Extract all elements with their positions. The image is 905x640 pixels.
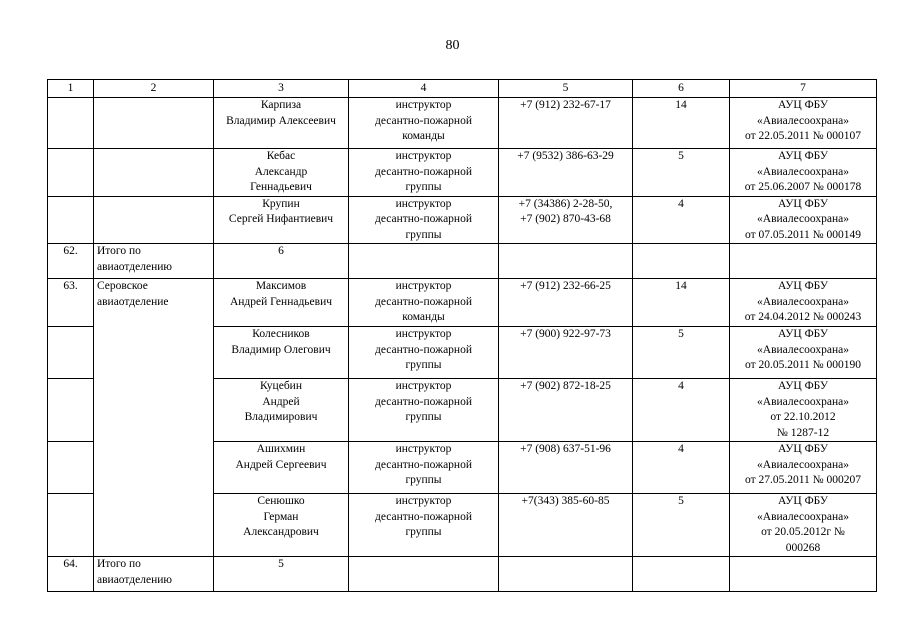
phone-cell: +7 (912) 232-67-17: [499, 98, 633, 149]
empty-cell: [349, 244, 499, 279]
header-cell: 3: [214, 80, 349, 98]
row-number-cell: 63.: [48, 279, 94, 327]
name-cell: Куцебин Андрей Владимирович: [214, 379, 349, 442]
empty-cell: [633, 244, 730, 279]
total-value-cell: 5: [214, 557, 349, 592]
header-cell: 1: [48, 80, 94, 98]
phone-cell: +7 (902) 872-18-25: [499, 379, 633, 442]
total-row: [48, 244, 877, 279]
certificate-cell: АУЦ ФБУ «Авиалесоохрана» от 22.10.2012 № 1287-12: [730, 379, 877, 442]
department-cell: [94, 196, 214, 244]
name-cell: Кебас Александр Геннадьевич: [214, 149, 349, 197]
certificate-cell: АУЦ ФБУ «Авиалесоохрана» от 07.05.2011 № 000149: [730, 196, 877, 244]
certificate-cell: АУЦ ФБУ «Авиалесоохрана» от 27.05.2011 № 000207: [730, 442, 877, 494]
count-cell: 14: [633, 98, 730, 149]
certificate-cell: АУЦ ФБУ «Авиалесоохрана» от 20.05.2011 № 000190: [730, 327, 877, 379]
count-cell: 5: [633, 494, 730, 557]
row-number-cell: [48, 149, 94, 197]
certificate-cell: АУЦ ФБУ «Авиалесоохрана» от 22.05.2011 № 000107: [730, 98, 877, 149]
empty-cell: [633, 557, 730, 592]
count-cell: 5: [633, 327, 730, 379]
table-row: [48, 98, 877, 149]
total-label-cell: Итого по авиаотделению: [94, 557, 214, 592]
empty-cell: [499, 244, 633, 279]
row-number-cell: [48, 442, 94, 494]
count-cell: 4: [633, 379, 730, 442]
row-number-cell: 64.: [48, 557, 94, 592]
phone-cell: +7(343) 385-60-85: [499, 494, 633, 557]
name-cell: Колесников Владимир Олегович: [214, 327, 349, 379]
row-number-cell: 62.: [48, 244, 94, 279]
total-row: [48, 557, 877, 592]
phone-cell: +7 (34386) 2-28-50, +7 (902) 870-43-68: [499, 196, 633, 244]
department-cell: [94, 149, 214, 197]
header-cell: 4: [349, 80, 499, 98]
name-cell: Карпиза Владимир Алексеевич: [214, 98, 349, 149]
phone-cell: +7 (912) 232-66-25: [499, 279, 633, 327]
header-cell: 5: [499, 80, 633, 98]
header-cell: 7: [730, 80, 877, 98]
position-cell: инструктор десантно-пожарной группы: [349, 494, 499, 557]
certificate-cell: АУЦ ФБУ «Авиалесоохрана» от 25.06.2007 № 000178: [730, 149, 877, 197]
name-cell: Крупин Сергей Нифантиевич: [214, 196, 349, 244]
table-row: [48, 279, 877, 327]
position-cell: инструктор десантно-пожарной группы: [349, 196, 499, 244]
row-number-cell: [48, 98, 94, 149]
department-cell: Серовское авиаотделение: [94, 279, 214, 557]
count-cell: 14: [633, 279, 730, 327]
total-value-cell: 6: [214, 244, 349, 279]
page-number: 80: [445, 38, 460, 53]
header-cell: 6: [633, 80, 730, 98]
name-cell: Сенюшко Герман Александрович: [214, 494, 349, 557]
position-cell: инструктор десантно-пожарной команды: [349, 279, 499, 327]
row-number-cell: [48, 327, 94, 379]
table-row: [48, 196, 877, 244]
total-label-cell: Итого по авиаотделению: [94, 244, 214, 279]
header-cell: 2: [94, 80, 214, 98]
position-cell: инструктор десантно-пожарной группы: [349, 379, 499, 442]
row-number-cell: [48, 379, 94, 442]
empty-cell: [730, 244, 877, 279]
header-row: [48, 80, 877, 98]
position-cell: инструктор десантно-пожарной команды: [349, 98, 499, 149]
phone-cell: +7 (900) 922-97-73: [499, 327, 633, 379]
row-number-cell: [48, 494, 94, 557]
position-cell: инструктор десантно-пожарной группы: [349, 149, 499, 197]
personnel-table: [47, 79, 877, 592]
certificate-cell: АУЦ ФБУ «Авиалесоохрана» от 20.05.2012г № 000268: [730, 494, 877, 557]
phone-cell: +7 (9532) 386-63-29: [499, 149, 633, 197]
position-cell: инструктор десантно-пожарной группы: [349, 327, 499, 379]
empty-cell: [349, 557, 499, 592]
count-cell: 4: [633, 442, 730, 494]
empty-cell: [499, 557, 633, 592]
empty-cell: [730, 557, 877, 592]
name-cell: Максимов Андрей Геннадьевич: [214, 279, 349, 327]
row-number-cell: [48, 196, 94, 244]
name-cell: Ашихмин Андрей Сергеевич: [214, 442, 349, 494]
count-cell: 4: [633, 196, 730, 244]
table-row: [48, 149, 877, 197]
phone-cell: +7 (908) 637-51-96: [499, 442, 633, 494]
certificate-cell: АУЦ ФБУ «Авиалесоохрана» от 24.04.2012 № 000243: [730, 279, 877, 327]
count-cell: 5: [633, 149, 730, 197]
position-cell: инструктор десантно-пожарной группы: [349, 442, 499, 494]
department-cell: [94, 98, 214, 149]
